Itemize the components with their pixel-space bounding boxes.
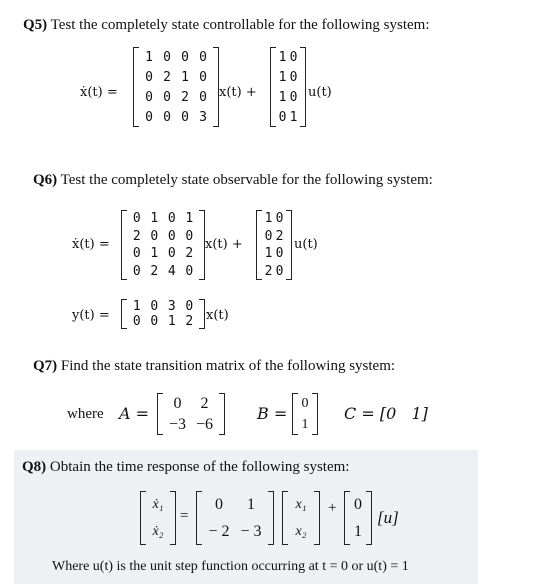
matrix-cell: 0 <box>289 89 298 105</box>
q7-matrix-a <box>157 393 225 435</box>
q5-lhs: ẋ(t) = <box>80 85 118 100</box>
matrix-cell: 0 <box>278 109 287 125</box>
matrix-cell: 0 <box>275 263 284 279</box>
matrix-cell: 0 <box>181 109 189 125</box>
q6-lhs: ẋ(t) = <box>72 237 110 252</box>
matrix-cell: 0 <box>145 109 153 125</box>
matrix-cell: 0 <box>275 211 284 227</box>
matrix-cell: 2 <box>200 394 209 412</box>
matrix-cell: 1 <box>264 246 273 262</box>
matrix-cell: 0 <box>289 69 298 85</box>
matrix-cell: 2 <box>185 246 194 262</box>
q5-mid: x(t) + <box>219 85 257 100</box>
matrix-cell: 0 <box>301 395 309 411</box>
q8-x-vector <box>282 491 320 545</box>
matrix-cell: 0 <box>150 299 159 314</box>
matrix-cell: 0 <box>173 394 182 412</box>
matrix-cell: 0 <box>264 228 273 244</box>
q6-text: Test the completely state observable for the following system: <box>60 172 433 188</box>
matrix-cell: 0 <box>132 246 141 262</box>
matrix-cell: 0 <box>132 211 141 227</box>
matrix-cell: x₁ <box>295 496 307 512</box>
matrix-cell: 0 <box>354 495 362 513</box>
matrix-cell: 0 <box>132 314 141 329</box>
q7-text: Find the state transition matrix of the following system: <box>60 358 396 374</box>
matrix-cell: 1 <box>278 49 287 65</box>
q6-heading <box>33 172 433 189</box>
q8-matrix-b <box>344 491 372 545</box>
q5-matrix-a <box>133 47 219 127</box>
q5-tail: u(t) <box>308 85 332 100</box>
matrix-cell: 1 <box>264 211 273 227</box>
matrix-cell: 0 <box>199 89 207 105</box>
matrix-cell: 0 <box>167 246 176 262</box>
matrix-cell: 2 <box>185 314 194 329</box>
q6-y-lhs: y(t) = <box>72 308 110 323</box>
q7-number: Q7) <box>33 358 58 374</box>
matrix-cell: 0 <box>132 263 141 279</box>
q8-heading <box>22 459 349 476</box>
q6-matrix-c <box>121 299 205 329</box>
matrix-cell: 0 <box>289 49 298 65</box>
matrix-cell: −3 <box>168 415 187 433</box>
q8-number: Q8) <box>22 459 47 475</box>
matrix-cell: 0 <box>185 299 194 314</box>
matrix-cell: 1 <box>278 89 287 105</box>
q6-number: Q6) <box>33 172 58 188</box>
matrix-cell: 0 <box>145 69 153 85</box>
matrix-cell: 0 <box>215 495 223 513</box>
matrix-cell: 3 <box>199 109 207 125</box>
matrix-cell: 0 <box>163 89 171 105</box>
matrix-cell: 0 <box>185 228 194 244</box>
matrix-cell: 1 <box>289 109 298 125</box>
matrix-cell: 2 <box>275 228 284 244</box>
q8-text: Obtain the time response of the following system: <box>49 459 350 475</box>
matrix-cell: 1 <box>181 69 189 85</box>
q8-input: [u] <box>377 508 399 527</box>
q6-mid: x(t) + <box>205 237 243 252</box>
matrix-cell: 0 <box>181 49 189 65</box>
matrix-cell: 1 <box>132 299 141 314</box>
q7-c-expr: C = [0 1] <box>344 404 428 423</box>
matrix-cell: 0 <box>199 49 207 65</box>
matrix-cell: 1 <box>278 69 287 85</box>
matrix-cell: 1 <box>185 211 194 227</box>
q7-where: where <box>67 406 104 422</box>
matrix-cell: 1 <box>301 416 309 432</box>
matrix-cell: 0 <box>167 228 176 244</box>
matrix-cell: 2 <box>181 89 189 105</box>
matrix-cell: − 2 <box>208 522 230 540</box>
q5-heading <box>23 17 430 34</box>
matrix-cell: 0 <box>275 246 284 262</box>
matrix-cell: 4 <box>167 263 176 279</box>
q8-footer: Where u(t) is the unit step function occurring at t = 0 or u(t) = 1 <box>52 559 409 574</box>
q6-y-tail: x(t) <box>206 308 229 323</box>
q7-b-label: B = <box>257 404 288 423</box>
q6-matrix-a <box>121 210 205 280</box>
matrix-cell: 0 <box>145 89 153 105</box>
q5-text: Test the completely state controllable for the following system: <box>50 17 430 33</box>
q5-number: Q5) <box>23 17 48 33</box>
matrix-cell: 0 <box>163 109 171 125</box>
q6-tail: u(t) <box>294 237 318 252</box>
q7-a-label: A = <box>119 404 150 423</box>
matrix-cell: −6 <box>195 415 214 433</box>
matrix-cell: 1 <box>150 246 159 262</box>
matrix-cell: 0 <box>150 314 159 329</box>
matrix-cell: 1 <box>354 522 362 540</box>
matrix-cell: ẋ₂ <box>152 523 164 539</box>
q6-matrix-b <box>256 210 292 280</box>
q8-plus: + <box>328 500 337 516</box>
matrix-cell: 0 <box>167 211 176 227</box>
matrix-cell: 1 <box>167 314 176 329</box>
matrix-cell: 1 <box>150 211 159 227</box>
matrix-cell: 2 <box>163 69 171 85</box>
q8-lhs-vector <box>140 491 176 545</box>
q8-equals: = <box>180 508 189 524</box>
matrix-cell: − 3 <box>240 522 262 540</box>
q8-matrix-a <box>196 491 274 545</box>
matrix-cell: 1 <box>247 495 255 513</box>
q5-matrix-b <box>270 47 306 127</box>
q7-heading <box>33 358 395 375</box>
matrix-cell: 2 <box>264 263 273 279</box>
matrix-cell: x₂ <box>295 523 307 539</box>
matrix-cell: 3 <box>167 299 176 314</box>
matrix-cell: 2 <box>150 263 159 279</box>
matrix-cell: 0 <box>150 228 159 244</box>
matrix-cell: 0 <box>163 49 171 65</box>
matrix-cell: 0 <box>199 69 207 85</box>
q7-matrix-b <box>292 393 318 435</box>
matrix-cell: 2 <box>132 228 141 244</box>
matrix-cell: 0 <box>185 263 194 279</box>
matrix-cell: 1 <box>145 49 153 65</box>
matrix-cell: ẋ₁ <box>152 496 164 512</box>
